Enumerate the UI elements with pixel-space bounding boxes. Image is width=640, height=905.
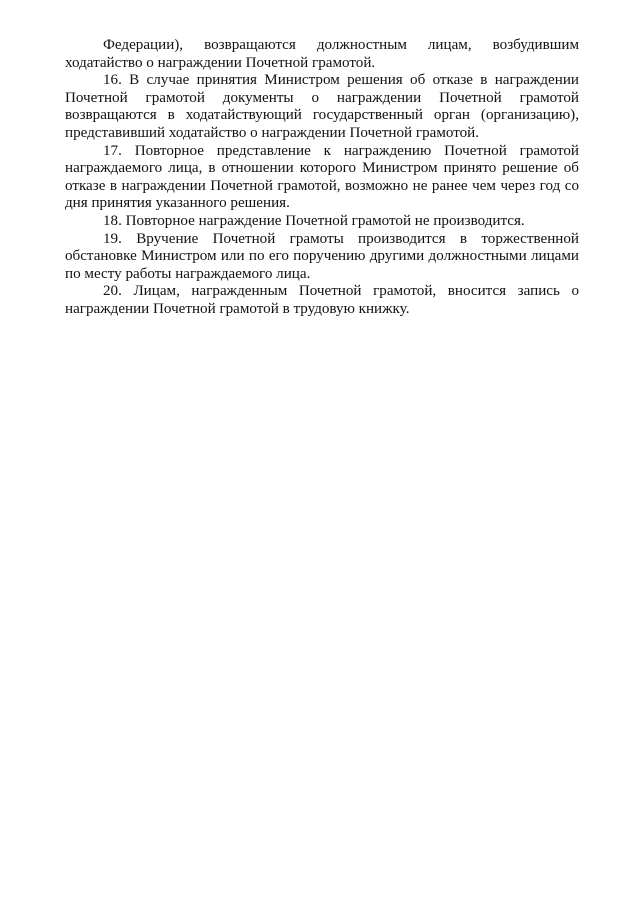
paragraph-16: 16. В случае принятия Министром решения об отказе в награждении Почетной грамотой документы о награждении Почетной грамотой возвращаются в ходатайствующий государственный орган (организацию), представивший ходатайство о награждении Почетной грамотой.	[65, 72, 579, 141]
paragraph-17: 17. Повторное представление к награждению Почетной грамотой награждаемого лица, в отношении которого Министром принято решение об отказе в награждении Почетной грамотой, возможно не ранее чем через год со дня принятия указанного решения.	[65, 142, 579, 212]
paragraph-20: 20. Лицам, награжденным Почетной грамотой, вносится запись о награждении Почетной грамотой в трудовую книжку.	[65, 283, 579, 317]
paragraph-18: 18. Повторное награждение Почетной грамотой не производится.	[103, 212, 525, 229]
paragraph-continuation: Федерации), возвращаются должностным лицам, возбудившим ходатайство о награждении Почетной грамотой.	[65, 37, 579, 71]
paragraph-19: 19. Вручение Почетной грамоты производится в торжественной обстановке Министром или по его поручению другими должностными лицами по месту работы награждаемого лица.	[65, 230, 579, 282]
document-body	[65, 37, 579, 319]
